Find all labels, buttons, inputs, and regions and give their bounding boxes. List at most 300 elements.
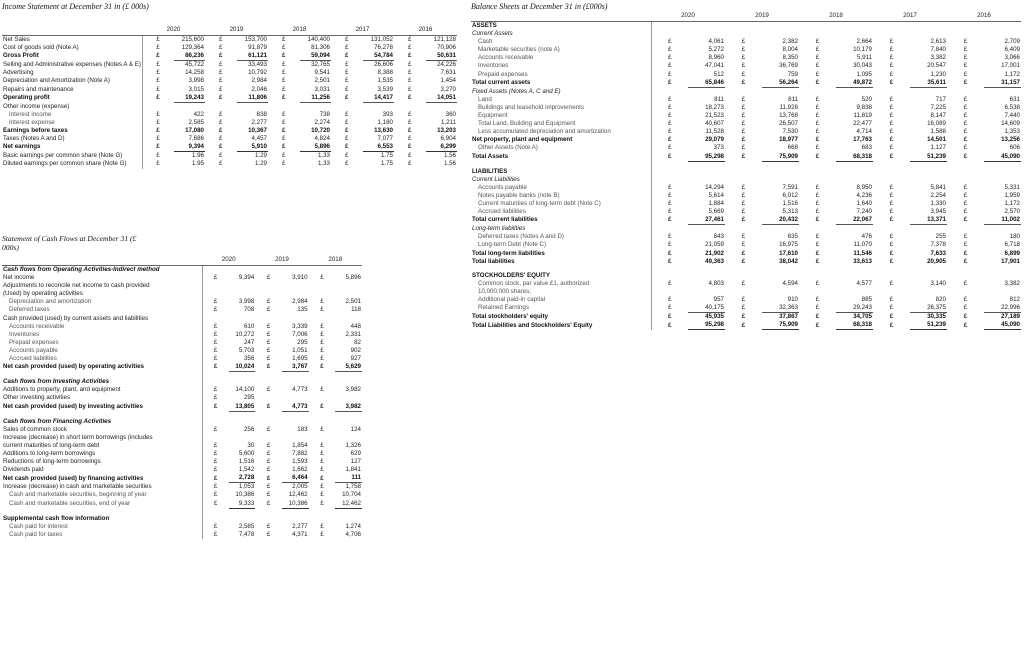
currency-symbol [309, 282, 336, 290]
year-header-2: 2018 [799, 12, 873, 22]
row-label: Other Assets (Note A) [478, 144, 538, 152]
currency-symbol: £ [219, 152, 223, 160]
row-label: Net Sales [3, 36, 30, 43]
cashflow-row [2, 331, 362, 339]
row-value: 1,211 [440, 118, 456, 126]
balance-sheet-table [471, 12, 1021, 330]
balance-row [471, 120, 1021, 128]
row-value [335, 394, 362, 402]
currency-symbol: £ [282, 93, 286, 101]
currency-symbol: £ [889, 152, 894, 160]
currency-symbol: £ [815, 208, 820, 216]
row-value: 10,386 [282, 500, 309, 509]
row-value [282, 418, 309, 426]
currency-symbol: £ [651, 250, 688, 258]
row-label: ASSETS [472, 22, 497, 29]
row-value: 14,258 [185, 69, 204, 77]
currency-symbol [309, 434, 336, 442]
currency-symbol: £ [651, 144, 688, 152]
income-row [2, 44, 457, 52]
year-header-0: 2020 [202, 256, 255, 266]
currency-symbol: £ [963, 241, 968, 249]
currency-symbol: £ [142, 152, 174, 161]
row-value: 3,015 [188, 85, 204, 93]
row-label: Cash provided (used) by current assets and liabilities [3, 314, 149, 322]
row-value: 14,501 [927, 136, 946, 144]
row-value: 18,977 [779, 136, 798, 144]
row-value [688, 272, 725, 280]
row-label: Current Liabilities [472, 175, 520, 183]
row-value: 16,975 [779, 241, 798, 249]
row-value: 135 [297, 306, 308, 314]
row-value: 1.95 [191, 160, 204, 168]
row-value: 6,299 [426, 143, 458, 152]
row-value: 5,272 [708, 46, 724, 54]
row-value: 20,432 [762, 216, 799, 225]
row-label: Total liabilities [472, 257, 515, 265]
year-header-2: 2018 [309, 256, 362, 266]
currency-symbol: £ [815, 70, 820, 78]
row-label: Cash and marketable securities, end of year [9, 499, 131, 507]
currency-symbol: £ [202, 363, 229, 372]
balance-row [471, 176, 1021, 184]
currency-symbol: £ [651, 54, 688, 62]
currency-symbol: £ [202, 466, 229, 474]
row-value: 129,364 [181, 44, 204, 52]
row-value: 7,240 [856, 208, 872, 216]
row-value: 30 [247, 441, 255, 449]
currency-symbol: £ [202, 323, 229, 331]
row-label: Accounts receivable [478, 54, 534, 62]
currency-symbol: £ [320, 298, 324, 306]
currency-symbol: £ [202, 483, 229, 492]
currency-symbol [947, 272, 984, 280]
currency-symbol: £ [889, 279, 894, 287]
row-value: 8,960 [708, 54, 724, 62]
currency-symbol: £ [202, 274, 229, 282]
row-label: Total current assets [472, 78, 531, 86]
currency-symbol: £ [889, 144, 894, 152]
currency-symbol: £ [202, 339, 229, 347]
row-value: 256 [243, 425, 255, 433]
cashflow-row [2, 500, 362, 509]
cashflow-row [2, 483, 362, 492]
row-label: Accounts payable [9, 346, 58, 354]
cashflow-row [2, 491, 362, 499]
balance-row [471, 313, 1021, 322]
currency-symbol: £ [815, 144, 820, 152]
row-value: 51,239 [910, 153, 947, 162]
currency-symbol [309, 266, 336, 275]
row-value: 29,079 [705, 136, 724, 144]
currency-symbol: £ [202, 523, 229, 531]
currency-symbol: £ [219, 118, 223, 126]
row-value: 75,909 [762, 153, 799, 162]
row-label: Interest expense [9, 118, 55, 126]
currency-symbol: £ [963, 233, 968, 241]
currency-symbol: £ [266, 466, 271, 474]
row-value [836, 272, 873, 280]
row-label: Current Assets [472, 30, 513, 38]
currency-symbol: £ [142, 44, 174, 52]
currency-symbol: £ [202, 355, 229, 363]
row-value [174, 102, 206, 111]
currency-symbol: £ [202, 531, 229, 539]
row-value: 38,042 [779, 257, 798, 265]
row-value: 885 [861, 296, 872, 303]
currency-symbol: £ [741, 279, 746, 287]
currency-symbol [799, 176, 836, 184]
row-value: 1,230 [930, 70, 946, 78]
row-label: Deferred taxes (Notes A and D) [478, 233, 564, 241]
row-value: 20,547 [927, 62, 946, 70]
currency-symbol: £ [963, 70, 968, 78]
currency-symbol [202, 418, 229, 426]
currency-symbol: £ [963, 128, 968, 136]
currency-symbol: £ [219, 77, 223, 85]
row-value: 13,203 [437, 127, 456, 135]
row-value: 2,501 [345, 298, 361, 306]
currency-symbol: £ [651, 46, 688, 54]
row-value [688, 87, 725, 96]
row-value: 5,910 [237, 143, 269, 152]
row-value [335, 418, 362, 426]
currency-symbol: £ [889, 78, 894, 86]
row-value: 45,722 [185, 61, 204, 69]
currency-symbol: £ [815, 216, 820, 224]
income-row [2, 61, 457, 70]
balance-row [471, 22, 1021, 31]
currency-symbol [255, 282, 282, 290]
currency-symbol: £ [345, 160, 349, 168]
currency-symbol: £ [815, 233, 820, 241]
row-value: 512 [713, 70, 724, 78]
currency-symbol: £ [963, 257, 968, 265]
row-value: 68,318 [836, 321, 873, 330]
currency-symbol: £ [282, 69, 286, 77]
row-value: 13,768 [779, 112, 798, 120]
currency-symbol [255, 434, 282, 442]
currency-symbol: £ [408, 127, 412, 135]
row-value: 12,462 [335, 500, 362, 509]
row-value: 2,709 [1004, 38, 1020, 46]
currency-symbol: £ [963, 279, 968, 287]
row-value [282, 378, 309, 386]
row-value [335, 266, 362, 275]
currency-symbol [309, 515, 336, 523]
currency-symbol: £ [963, 95, 968, 103]
currency-symbol: £ [266, 322, 271, 330]
currency-symbol: £ [266, 306, 271, 314]
currency-symbol: £ [889, 191, 894, 199]
year-header-0: 2020 [142, 26, 205, 36]
row-label: Depreciation and Amortization (Note A) [3, 77, 110, 85]
row-value: 21,523 [705, 112, 724, 120]
row-label: Cash paid for taxes [9, 530, 63, 538]
income-row [2, 102, 457, 111]
row-label: Retained Earnings [478, 304, 529, 312]
row-value: 3,270 [440, 85, 456, 93]
year-header-2: 2018 [268, 26, 331, 36]
row-value: 3,140 [930, 279, 946, 287]
currency-symbol: £ [219, 110, 223, 118]
currency-symbol: £ [266, 298, 271, 306]
balance-row [471, 216, 1021, 225]
currency-symbol: £ [889, 95, 894, 103]
row-value: 70,906 [437, 44, 456, 52]
currency-symbol: £ [345, 143, 349, 151]
row-label: Supplemental cash flow information [3, 514, 110, 522]
currency-symbol [309, 315, 336, 323]
row-value: 26,507 [779, 120, 798, 128]
row-value: 14,609 [1001, 120, 1020, 128]
row-value: 13,256 [1001, 136, 1020, 144]
currency-symbol: £ [266, 346, 271, 354]
balance-row [471, 250, 1021, 258]
currency-symbol: £ [345, 52, 349, 60]
row-value: 1.33 [317, 152, 330, 160]
row-value: 1,758 [345, 483, 361, 491]
year-header-3: 2017 [331, 26, 394, 36]
row-value: 4,061 [708, 38, 724, 46]
row-value: 606 [1009, 144, 1020, 152]
row-label: Net cash provided (used) by investing activities [3, 402, 143, 410]
row-value: 8,388 [377, 69, 393, 77]
row-value [910, 176, 947, 184]
currency-symbol: £ [651, 216, 688, 225]
currency-symbol [309, 290, 336, 298]
row-value: 10,386 [235, 491, 255, 499]
row-label: Other income (expense) [3, 102, 70, 110]
currency-symbol: £ [282, 85, 286, 93]
currency-symbol [873, 30, 910, 38]
currency-symbol: £ [408, 85, 412, 93]
currency-symbol [799, 22, 836, 31]
currency-symbol: £ [815, 249, 820, 257]
row-value: 50,631 [426, 52, 458, 61]
row-value: 86,236 [174, 52, 206, 61]
row-value [984, 87, 1021, 96]
row-value: 7,882 [292, 449, 308, 457]
currency-symbol: £ [266, 483, 271, 491]
currency-symbol: £ [651, 128, 688, 136]
row-value: 717 [935, 95, 946, 103]
currency-symbol: £ [266, 522, 271, 530]
row-value: 9,838 [856, 103, 872, 111]
currency-symbol: £ [266, 402, 271, 410]
row-value: 2,984 [292, 298, 308, 306]
row-value: 4,803 [708, 279, 724, 287]
row-value [910, 22, 947, 31]
currency-symbol: £ [651, 112, 688, 120]
row-label: Deferred taxes [9, 306, 50, 314]
currency-symbol: £ [408, 160, 412, 168]
currency-symbol: £ [889, 321, 894, 329]
currency-symbol: £ [815, 78, 820, 86]
row-value: 2,585 [238, 522, 255, 530]
year-header-4: 2016 [394, 26, 457, 36]
row-value [300, 102, 332, 111]
currency-symbol: £ [266, 474, 271, 482]
row-label: Accounts receivable [9, 322, 65, 330]
currency-symbol: £ [266, 338, 271, 346]
currency-symbol [873, 22, 910, 31]
currency-symbol: £ [142, 86, 174, 94]
currency-symbol: £ [741, 54, 746, 62]
row-value [762, 22, 799, 31]
year-header-spacer [2, 256, 202, 266]
row-value: 34,705 [853, 313, 872, 321]
currency-symbol: £ [651, 296, 688, 304]
row-value: 356 [243, 355, 255, 363]
currency-symbol: £ [651, 241, 688, 249]
row-value: 10,179 [853, 46, 872, 54]
row-value: 4,773 [282, 403, 309, 412]
currency-symbol: £ [345, 93, 349, 101]
row-value [229, 290, 256, 298]
row-value: 118 [351, 306, 361, 314]
currency-symbol: £ [202, 298, 229, 306]
row-label: Prepaid expenses [9, 338, 59, 346]
currency-symbol: £ [741, 241, 746, 249]
row-value: 153,700 [244, 36, 267, 43]
currency-symbol: £ [815, 112, 820, 120]
row-value: 1,172 [1004, 199, 1020, 207]
row-value: 1,326 [345, 441, 361, 449]
row-value [762, 176, 799, 184]
currency-symbol: £ [320, 402, 324, 410]
row-value: 843 [713, 233, 724, 241]
row-value: 121,128 [433, 36, 456, 43]
row-value: 5,600 [238, 449, 255, 457]
row-value: 5,911 [856, 54, 872, 62]
row-value: 2,331 [345, 330, 361, 338]
row-label: Equipment [478, 112, 508, 120]
row-value: 1.56 [443, 160, 456, 168]
currency-symbol: £ [320, 274, 324, 282]
row-value [335, 434, 362, 442]
currency-symbol: £ [651, 184, 688, 192]
currency-symbol: £ [282, 118, 286, 126]
currency-symbol: £ [320, 355, 324, 363]
row-value [363, 102, 395, 111]
row-value: 5,313 [782, 208, 798, 216]
currency-symbol: £ [651, 321, 688, 330]
row-value: 26,606 [374, 61, 393, 69]
currency-symbol [725, 22, 762, 31]
row-value: 838 [256, 110, 267, 118]
row-value [836, 176, 873, 184]
currency-symbol: £ [963, 38, 968, 46]
row-value: 33,613 [853, 257, 872, 265]
row-value: 21,059 [705, 241, 724, 249]
currency-symbol: £ [741, 208, 746, 216]
row-value: 1,884 [708, 199, 724, 207]
currency-symbol: £ [889, 54, 894, 62]
currency-symbol: £ [651, 313, 688, 322]
row-value [910, 225, 947, 234]
row-value: 1,535 [377, 77, 393, 85]
currency-symbol: £ [815, 38, 820, 46]
row-value: 1,959 [1004, 191, 1020, 199]
row-value: 360 [445, 110, 456, 118]
currency-symbol: £ [266, 441, 271, 449]
row-value: 11,546 [853, 249, 872, 257]
row-label: Net earnings [3, 143, 41, 151]
row-value: 2,728 [229, 474, 256, 483]
cashflow-row [2, 418, 362, 426]
row-value: 47,041 [705, 62, 724, 70]
currency-symbol [947, 168, 984, 176]
row-value: 448 [350, 322, 361, 330]
row-value: 1,053 [238, 483, 255, 491]
currency-symbol: £ [963, 136, 968, 144]
row-label: LIABILITIES [472, 167, 508, 175]
currency-symbol: £ [345, 110, 349, 118]
row-value: 30,043 [853, 62, 872, 70]
currency-symbol [651, 272, 688, 280]
row-value: 131,052 [370, 36, 393, 43]
row-value: 215,600 [181, 36, 204, 43]
row-value: 1,051 [292, 346, 308, 354]
currency-symbol: £ [408, 143, 412, 151]
currency-symbol: £ [741, 191, 746, 199]
currency-symbol [947, 225, 984, 234]
row-value: 1,172 [1004, 70, 1020, 78]
row-label: Diluted earnings per common share (Note G) [3, 160, 127, 168]
cashflow-row [2, 394, 362, 402]
cashflow-row [2, 458, 362, 466]
currency-symbol [268, 102, 300, 111]
currency-symbol: £ [345, 135, 349, 143]
cashflow-row [2, 523, 362, 531]
row-value: 4,371 [292, 530, 308, 538]
cashflow-row [2, 442, 362, 450]
row-value: 7,006 [292, 330, 308, 338]
row-value: 11,928 [779, 103, 798, 111]
row-value [229, 282, 256, 290]
row-label: Earnings before taxes [3, 127, 68, 135]
currency-symbol: £ [963, 304, 968, 312]
row-value: 5,331 [1004, 183, 1020, 191]
row-value: 1.29 [254, 152, 267, 160]
balance-row [471, 87, 1021, 96]
row-value: 812 [1009, 296, 1020, 303]
currency-symbol [202, 282, 229, 290]
row-value: 14,417 [363, 94, 395, 103]
row-label: Net cash provided (used) by operating activities [3, 363, 144, 371]
row-value: 183 [297, 425, 308, 433]
row-value: 14,051 [426, 94, 458, 103]
currency-symbol: £ [345, 69, 349, 77]
row-label: Cash [478, 38, 493, 46]
currency-symbol: £ [320, 425, 324, 433]
row-value: 3,031 [314, 85, 330, 93]
currency-symbol [725, 168, 762, 176]
row-label: Accrued liabilities [478, 208, 526, 216]
currency-symbol: £ [320, 530, 324, 538]
currency-symbol [202, 315, 229, 323]
row-value: 373 [713, 144, 724, 152]
currency-symbol: £ [889, 112, 894, 120]
currency-symbol: £ [282, 77, 286, 85]
row-value: 82 [354, 338, 361, 346]
currency-symbol: £ [345, 118, 349, 126]
currency-symbol [309, 394, 336, 402]
currency-symbol: £ [741, 233, 746, 241]
cashflow-row [2, 403, 362, 412]
currency-symbol: £ [741, 120, 746, 128]
